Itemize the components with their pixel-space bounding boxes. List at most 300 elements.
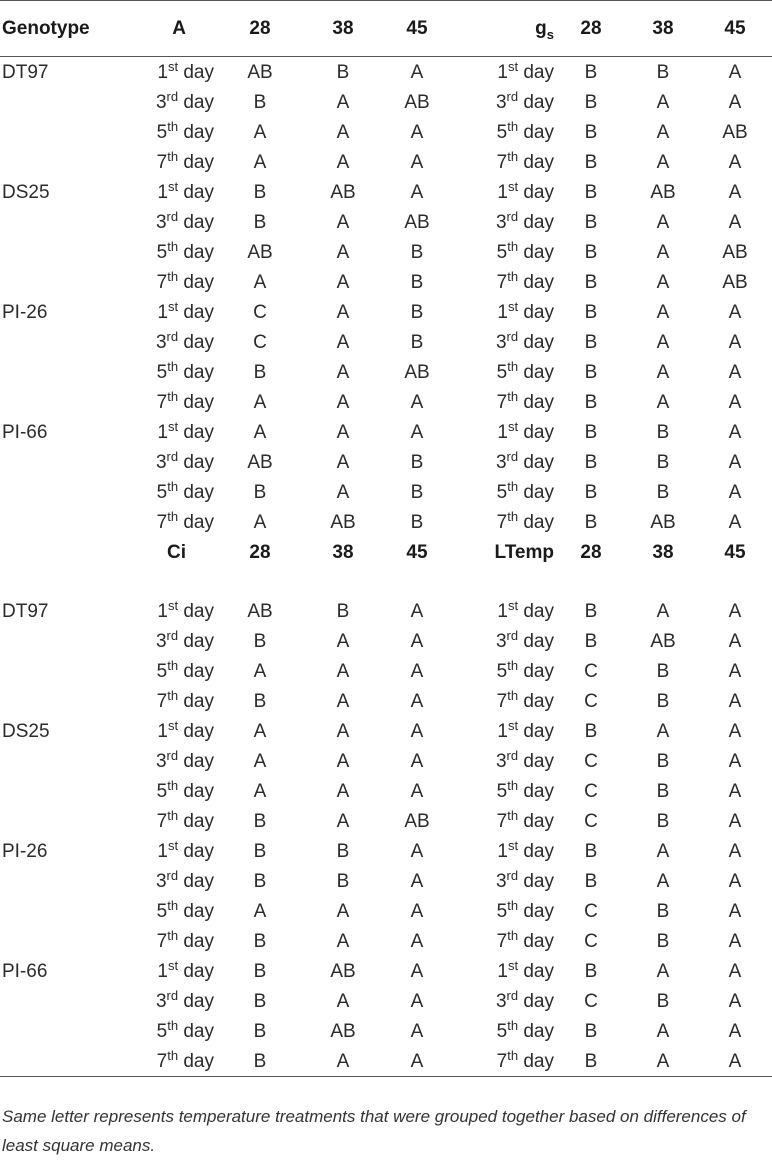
- day-cell: [136, 177, 214, 207]
- day-word: day: [523, 121, 554, 143]
- grouping-letter-cell: C: [584, 750, 598, 772]
- table-row: [0, 866, 772, 896]
- day-cell: [136, 87, 214, 117]
- grouping-letter-cell: A: [656, 1020, 670, 1042]
- day-ordinal-suffix: th: [507, 687, 519, 703]
- day-cell-2: [454, 507, 554, 537]
- grouping-letter-cell: A: [253, 750, 267, 772]
- grouping-letter-cell: A: [656, 361, 670, 383]
- day-cell-2: [454, 866, 554, 896]
- grouping-letter-cell: A: [728, 660, 742, 682]
- day-cell-2: [454, 956, 554, 986]
- grouping-letter-cell: A: [253, 271, 267, 293]
- table-row: [0, 477, 772, 507]
- ci-header: Ci: [167, 542, 186, 563]
- day-number: 5: [496, 900, 508, 922]
- genotype-cell-empty: [0, 357, 136, 387]
- day-ordinal-suffix: rd: [506, 328, 519, 344]
- grouping-letter-cell: B: [584, 121, 598, 143]
- table-row: [0, 387, 772, 417]
- day-cell-2: [454, 806, 554, 836]
- grouping-letter-cell: B: [656, 780, 670, 802]
- day-cell-2: [454, 656, 554, 686]
- day-word: day: [523, 900, 554, 922]
- grouping-letter-cell: A: [698, 1046, 772, 1077]
- day-ordinal-suffix: st: [167, 298, 179, 314]
- day-cell: [136, 656, 214, 686]
- day-number: 5: [156, 241, 168, 263]
- grouping-letter-cell: B: [584, 600, 598, 622]
- day-number: 7: [156, 810, 168, 832]
- genotype-cell-empty: [0, 656, 136, 686]
- day-cell-2: [454, 177, 554, 207]
- day-number: 5: [496, 660, 508, 682]
- grouping-letter-cell: B: [253, 630, 267, 652]
- grouping-letter-cell: B: [656, 990, 670, 1012]
- header-row-2: [0, 537, 772, 568]
- grouping-letter-cell: A: [656, 870, 670, 892]
- day-ordinal-suffix: th: [507, 388, 519, 404]
- ltemp-header: LTemp: [494, 542, 554, 563]
- day-word: day: [183, 900, 214, 922]
- day-cell-2: [454, 836, 554, 866]
- day-word: day: [183, 1050, 214, 1072]
- grouping-letter-cell: C: [584, 690, 598, 712]
- grouping-letter-cell: A: [253, 780, 267, 802]
- day-word: day: [523, 91, 554, 113]
- genotype-cell: PI-26: [2, 301, 48, 323]
- day-word: day: [183, 630, 214, 652]
- grouping-letter-cell: A: [410, 181, 424, 203]
- grouping-letter-cell: B: [656, 690, 670, 712]
- day-word: day: [523, 241, 554, 263]
- day-ordinal-suffix: th: [167, 478, 179, 494]
- a-header: A: [136, 1, 214, 57]
- day-word: day: [523, 750, 554, 772]
- day-number: 3: [155, 451, 167, 473]
- day-cell-2: [454, 626, 554, 656]
- grouping-letter-cell: A: [336, 151, 350, 173]
- grouping-letter-cell: A: [728, 780, 742, 802]
- day-number: 5: [156, 121, 168, 143]
- day-number: 5: [496, 481, 508, 503]
- grouping-letter-cell: A: [728, 720, 742, 742]
- grouping-letter-cell: B: [656, 481, 670, 503]
- grouping-letter-cell: A: [728, 810, 742, 832]
- grouping-letter-cell: AB: [404, 810, 430, 832]
- day-word: day: [183, 840, 214, 862]
- grouping-letter-cell: AB: [650, 511, 676, 533]
- grouping-letter-cell: C: [584, 660, 598, 682]
- table-row: [0, 836, 772, 866]
- table-row: [0, 656, 772, 686]
- day-cell: [136, 956, 214, 986]
- grouping-letter-cell: B: [336, 870, 350, 892]
- grouping-letter-cell: B: [584, 720, 598, 742]
- day-cell: [136, 387, 214, 417]
- genotype-cell-empty: [0, 237, 136, 267]
- day-number: 1: [497, 421, 508, 443]
- grouping-letter-cell: A: [336, 451, 350, 473]
- grouping-letter-cell: B: [253, 960, 267, 982]
- grouping-letter-cell: A: [336, 810, 350, 832]
- day-word: day: [183, 391, 214, 413]
- grouping-letter-cell: A: [410, 690, 424, 712]
- grouping-letter-cell: A: [410, 720, 424, 742]
- day-number: 7: [156, 511, 168, 533]
- day-ordinal-suffix: rd: [166, 208, 179, 224]
- grouping-letter-cell: A: [380, 1046, 454, 1077]
- grouping-letter-cell: A: [336, 481, 350, 503]
- day-number: 1: [157, 720, 168, 742]
- day-number: 3: [155, 750, 167, 772]
- day-cell-2: [454, 57, 554, 88]
- grouping-letter-cell: B: [584, 421, 598, 443]
- grouping-letter-cell: AB: [722, 241, 748, 263]
- grouping-letter-cell: B: [584, 511, 598, 533]
- genotype-cell-empty: [0, 267, 136, 297]
- day-word: day: [523, 331, 554, 353]
- day-word: day: [183, 810, 214, 832]
- day-number: 1: [157, 301, 168, 323]
- grouping-letter-cell: A: [728, 91, 742, 113]
- day-ordinal-suffix: th: [167, 508, 179, 524]
- grouping-letter-cell: B: [656, 750, 670, 772]
- grouping-letter-cell: A: [336, 211, 350, 233]
- day-ordinal-suffix: st: [507, 597, 519, 613]
- day-word: day: [183, 61, 214, 83]
- grouping-letter-cell: B: [214, 1046, 306, 1077]
- day-ordinal-suffix: st: [167, 178, 179, 194]
- genotype-cell: DT97: [2, 61, 49, 83]
- day-cell-2: [454, 297, 554, 327]
- day-cell: [136, 626, 214, 656]
- grouping-letter-cell: A: [253, 151, 267, 173]
- day-cell-2: [454, 477, 554, 507]
- grouping-letter-cell: B: [584, 271, 598, 293]
- day-cell-2: [454, 267, 554, 297]
- day-cell-2: [454, 117, 554, 147]
- day-cell: [136, 297, 214, 327]
- day-word: day: [183, 1020, 214, 1042]
- day-number: 1: [497, 301, 508, 323]
- day-number: 7: [156, 391, 168, 413]
- day-word: day: [183, 780, 214, 802]
- day-cell: [136, 716, 214, 746]
- grouping-letter-cell: AB: [404, 361, 430, 383]
- day-word: day: [523, 690, 554, 712]
- grouping-letter-cell: A: [336, 301, 350, 323]
- grouping-letter-cell: B: [584, 151, 598, 173]
- grouping-letter-cell: A: [728, 1020, 742, 1042]
- day-number: 3: [155, 870, 167, 892]
- grouping-letter-cell: B: [656, 61, 670, 83]
- genotype-cell-empty: [0, 87, 136, 117]
- day-number: 7: [496, 810, 508, 832]
- grouping-letter-cell: C: [584, 990, 598, 1012]
- table-footnote: Same letter represents temperature treatments that were grouped together based on differences of least square means.: [2, 1107, 746, 1155]
- grouping-letter-cell: B: [253, 840, 267, 862]
- grouping-letter-cell: A: [336, 421, 350, 443]
- day-number: 3: [155, 630, 167, 652]
- grouping-letter-cell: A: [728, 481, 742, 503]
- grouping-letter-cell: B: [410, 271, 424, 293]
- day-cell: [136, 237, 214, 267]
- grouping-letter-cell: A: [656, 600, 670, 622]
- day-ordinal-suffix: st: [167, 597, 179, 613]
- day-word: day: [183, 481, 214, 503]
- day-cell-2: [454, 1016, 554, 1046]
- day-ordinal-suffix: st: [167, 58, 179, 74]
- day-cell: [136, 776, 214, 806]
- day-cell-2: [454, 357, 554, 387]
- grouping-letter-cell: C: [584, 780, 598, 802]
- day-number: 5: [496, 361, 508, 383]
- grouping-letter-cell: A: [728, 900, 742, 922]
- grouping-letter-cell: C: [584, 930, 598, 952]
- grouping-letter-cell: B: [584, 241, 598, 263]
- day-word: day: [523, 1020, 554, 1042]
- table-row: [0, 746, 772, 776]
- day-number: 3: [495, 630, 507, 652]
- temp-header-28-b: 28: [554, 1, 628, 57]
- grouping-letter-cell: B: [253, 181, 267, 203]
- day-cell: [136, 926, 214, 956]
- genotype-cell-empty: [0, 507, 136, 537]
- day-ordinal-suffix: th: [167, 358, 179, 374]
- grouping-letter-cell: AB: [247, 241, 273, 263]
- day-word: day: [523, 780, 554, 802]
- day-number: 1: [157, 421, 168, 443]
- grouping-letter-cell: B: [656, 451, 670, 473]
- day-cell: [136, 686, 214, 716]
- day-ordinal-suffix: rd: [506, 867, 519, 883]
- grouping-letter-cell: B: [336, 840, 350, 862]
- grouping-letter-cell: A: [336, 91, 350, 113]
- temp-header-45: 45: [406, 542, 428, 563]
- day-word: day: [183, 960, 214, 982]
- day-cell: [136, 896, 214, 926]
- genotype-cell: DT97: [2, 600, 49, 622]
- table-row: [0, 327, 772, 357]
- day-number: 7: [156, 930, 168, 952]
- grouping-letter-cell: A: [410, 900, 424, 922]
- day-cell-2: [454, 417, 554, 447]
- grouping-letter-cell: A: [410, 750, 424, 772]
- table-row: [0, 207, 772, 237]
- day-word: day: [183, 720, 214, 742]
- grouping-letter-cell: A: [410, 990, 424, 1012]
- grouping-letter-cell: A: [656, 391, 670, 413]
- table-row: [0, 177, 772, 207]
- day-ordinal-suffix: th: [167, 897, 179, 913]
- grouping-letter-cell: A: [728, 61, 742, 83]
- day-ordinal-suffix: st: [167, 837, 179, 853]
- day-number: 5: [156, 900, 168, 922]
- day-word: day: [523, 481, 554, 503]
- day-ordinal-suffix: rd: [166, 627, 179, 643]
- day-ordinal-suffix: rd: [506, 987, 519, 1003]
- day-ordinal-suffix: th: [507, 148, 519, 164]
- day-word: day: [523, 451, 554, 473]
- grouping-letter-cell: A: [656, 211, 670, 233]
- genotype-cell-empty: [0, 387, 136, 417]
- day-word: day: [183, 271, 214, 293]
- day-cell-2: [454, 1046, 554, 1077]
- grouping-letter-cell: A: [656, 840, 670, 862]
- grouping-letter-cell: A: [728, 600, 742, 622]
- day-number: 1: [157, 181, 168, 203]
- day-word: day: [183, 91, 214, 113]
- grouping-letter-cell: B: [584, 960, 598, 982]
- day-number: 3: [495, 211, 507, 233]
- grouping-letter-cell: B: [253, 211, 267, 233]
- grouping-letter-cell: B: [410, 301, 424, 323]
- grouping-letter-cell: B: [584, 91, 598, 113]
- grouping-letter-cell: A: [336, 271, 350, 293]
- grouping-letter-cell: C: [253, 301, 267, 323]
- grouping-letter-cell: AB: [650, 630, 676, 652]
- grouping-letter-cell: B: [584, 301, 598, 323]
- day-ordinal-suffix: th: [507, 777, 519, 793]
- day-word: day: [523, 810, 554, 832]
- day-cell: [136, 806, 214, 836]
- genotype-cell-empty: [0, 866, 136, 896]
- grouping-letter-cell: A: [336, 720, 350, 742]
- grouping-letter-cell: B: [584, 331, 598, 353]
- day-cell-2: [454, 776, 554, 806]
- day-word: day: [183, 181, 214, 203]
- genotype-cell-empty: [0, 117, 136, 147]
- grouping-letter-cell: A: [728, 361, 742, 383]
- day-ordinal-suffix: th: [167, 1017, 179, 1033]
- day-word: day: [183, 990, 214, 1012]
- day-number: 5: [156, 361, 168, 383]
- table-row: [0, 267, 772, 297]
- day-word: day: [183, 930, 214, 952]
- grouping-letter-cell: A: [253, 511, 267, 533]
- grouping-letter-cell: A: [410, 660, 424, 682]
- day-ordinal-suffix: rd: [166, 747, 179, 763]
- gs-header: [454, 1, 554, 57]
- day-ordinal-suffix: th: [167, 807, 179, 823]
- table-row: [0, 417, 772, 447]
- grouping-letter-cell: A: [410, 960, 424, 982]
- day-cell: [136, 477, 214, 507]
- grouping-letter-cell: A: [410, 151, 424, 173]
- day-cell-2: [454, 387, 554, 417]
- genotype-cell: PI-66: [2, 960, 48, 982]
- grouping-letter-cell: B: [584, 840, 598, 862]
- day-number: 1: [497, 720, 508, 742]
- day-number: 1: [157, 840, 168, 862]
- day-cell: [136, 447, 214, 477]
- grouping-letter-cell: B: [584, 630, 598, 652]
- grouping-letter-cell: B: [656, 421, 670, 443]
- day-word: day: [183, 451, 214, 473]
- grouping-letter-cell: A: [336, 361, 350, 383]
- day-word: day: [523, 391, 554, 413]
- grouping-letter-cell: AB: [330, 960, 356, 982]
- grouping-letter-cell: A: [336, 930, 350, 952]
- grouping-letter-cell: A: [336, 331, 350, 353]
- grouping-letter-cell: A: [410, 630, 424, 652]
- table-row: [0, 776, 772, 806]
- temp-header-28: 28: [214, 1, 306, 57]
- day-ordinal-suffix: th: [167, 148, 179, 164]
- table-row: [0, 896, 772, 926]
- day-word: day: [183, 211, 214, 233]
- grouping-letter-cell: A: [656, 301, 670, 323]
- temp-header-38: 38: [306, 1, 380, 57]
- day-ordinal-suffix: rd: [506, 448, 519, 464]
- day-ordinal-suffix: rd: [506, 88, 519, 104]
- grouping-letter-cell: AB: [247, 451, 273, 473]
- grouping-letter-cell: A: [336, 900, 350, 922]
- day-cell: [136, 57, 214, 88]
- grouping-letter-cell: AB: [722, 271, 748, 293]
- table-row: [0, 626, 772, 656]
- spacer-row: [0, 568, 772, 596]
- day-ordinal-suffix: th: [167, 687, 179, 703]
- day-number: 5: [496, 121, 508, 143]
- grouping-letter-cell: A: [336, 630, 350, 652]
- table-row: [0, 447, 772, 477]
- grouping-letter-cell: A: [410, 391, 424, 413]
- day-ordinal-suffix: th: [167, 268, 179, 284]
- grouping-letter-cell: A: [410, 61, 424, 83]
- day-number: 3: [495, 451, 507, 473]
- day-word: day: [523, 600, 554, 622]
- grouping-letter-cell: A: [656, 960, 670, 982]
- grouping-letter-cell: A: [728, 391, 742, 413]
- day-ordinal-suffix: st: [507, 957, 519, 973]
- grouping-letter-cell: A: [410, 121, 424, 143]
- grouping-letter-cell: B: [584, 361, 598, 383]
- grouping-letter-cell: A: [410, 780, 424, 802]
- grouping-letter-cell: A: [656, 151, 670, 173]
- day-number: 7: [496, 1050, 508, 1072]
- day-word: day: [523, 181, 554, 203]
- genotype-cell-empty: [0, 776, 136, 806]
- genotype-cell-empty: [0, 926, 136, 956]
- day-word: day: [183, 870, 214, 892]
- day-word: day: [523, 511, 554, 533]
- day-word: day: [183, 750, 214, 772]
- grouping-letter-cell: A: [253, 391, 267, 413]
- grouping-letter-cell: A: [656, 720, 670, 742]
- grouping-letter-cell: B: [656, 810, 670, 832]
- day-number: 7: [496, 391, 508, 413]
- grouping-letter-cell: A: [656, 241, 670, 263]
- temp-header-38-b: 38: [628, 1, 698, 57]
- day-word: day: [523, 301, 554, 323]
- day-cell-2: [454, 147, 554, 177]
- day-number: 1: [497, 181, 508, 203]
- day-word: day: [523, 211, 554, 233]
- day-cell: [136, 1016, 214, 1046]
- genotype-cell-empty: [0, 1016, 136, 1046]
- day-number: 5: [156, 660, 168, 682]
- genotype-cell: PI-66: [2, 421, 48, 443]
- temp-header-45-b: 45: [724, 542, 746, 563]
- day-ordinal-suffix: th: [507, 118, 519, 134]
- day-cell: [136, 986, 214, 1016]
- day-word: day: [183, 241, 214, 263]
- day-number: 7: [496, 151, 508, 173]
- grouping-letter-cell: B: [336, 61, 350, 83]
- grouping-letter-cell: A: [410, 840, 424, 862]
